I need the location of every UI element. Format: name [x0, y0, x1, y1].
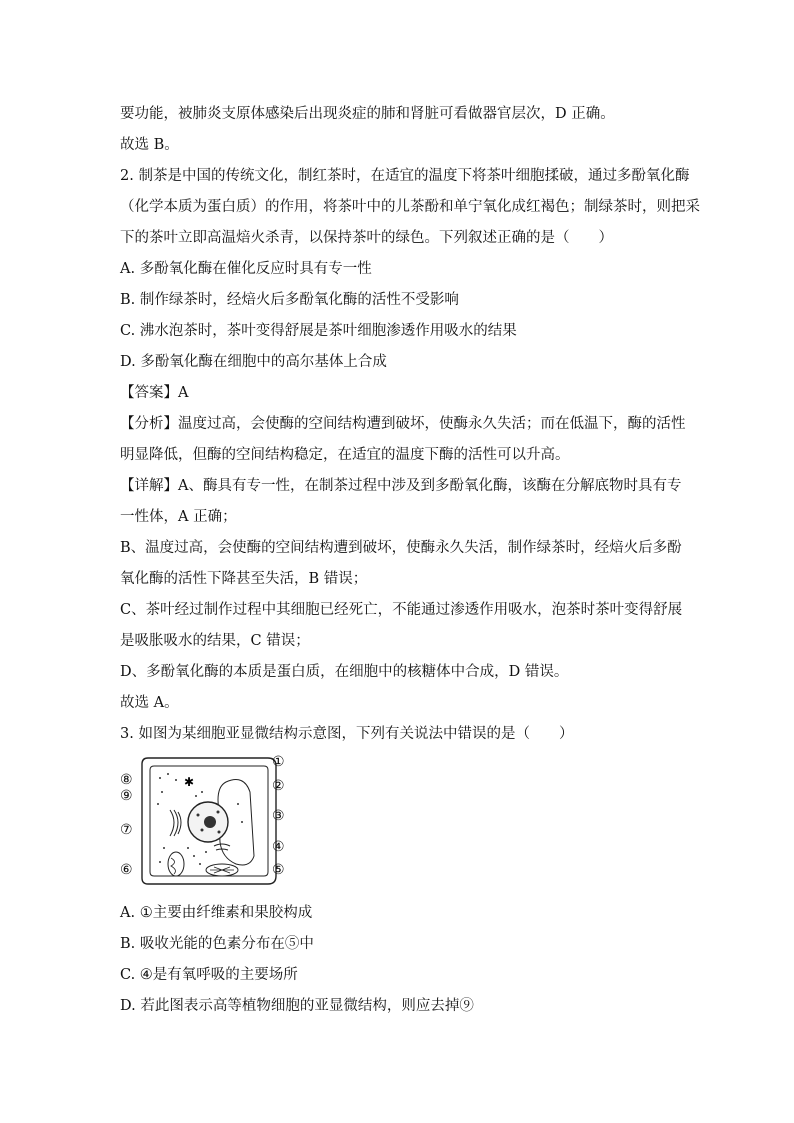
question-3-line: 3. 如图为某细胞亚显微结构示意图，下列有关说法中错误的是（ ） — [120, 726, 574, 742]
detail-line: 一性体，A 正确； — [120, 509, 237, 525]
option-a: A. ①主要由纤维素和果胶构成 — [120, 905, 313, 921]
option-d: D. 若此图表示高等植物细胞的亚显微结构，则应去掉⑨ — [120, 998, 474, 1014]
endoplasmic-reticulum — [214, 844, 230, 850]
question-2-line: 2. 制茶是中国的传统文化，制红茶时，在适宜的温度下将茶叶细胞揉破，通过多酚氧化酶 — [120, 168, 690, 184]
label-4: ④ — [272, 839, 285, 855]
option-c: C. ④是有氧呼吸的主要场所 — [120, 967, 298, 983]
label-3: ③ — [272, 808, 285, 824]
cell-diagram-svg — [118, 752, 298, 892]
detail-line: 【详解】A、酶具有专一性，在制茶过程中涉及到多酚氧化酶，该酶在分解底物时具有专 — [120, 478, 682, 494]
cell-diagram — [118, 752, 298, 892]
detail-line: D、多酚氧化酶的本质是蛋白质，在细胞中的核糖体中合成，D 错误。 — [120, 664, 569, 680]
mitochondrion — [168, 852, 184, 876]
analysis-line: 明显降低，但酶的空间结构稳定，在适宜的温度下酶的活性可以升高。 — [120, 447, 570, 463]
question-2-line: （化学本质为蛋白质）的作用，将茶叶中的儿茶酚和单宁氧化成红褐色；制绿茶时，则把采 — [120, 199, 700, 215]
answer-label: 【答案】A — [120, 385, 189, 401]
text-line: 故选 B。 — [120, 137, 179, 153]
option-b: B. 制作绿茶时，经焙火后多酚氧化酶的活性不受影响 — [120, 292, 459, 308]
selection-line: 故选 A。 — [120, 695, 179, 711]
label-9: ⑨ — [120, 788, 133, 804]
label-8: ⑧ — [120, 772, 133, 788]
nucleolus — [204, 816, 216, 828]
label-5: ⑤ — [272, 862, 285, 878]
label-1: ① — [272, 754, 285, 770]
detail-line: B、温度过高，会使酶的空间结构遭到破坏，使酶永久失活，制作绿茶时，经焙火后多酚 — [120, 540, 682, 556]
option-b: B. 吸收光能的色素分布在⑤中 — [120, 936, 314, 952]
text-line: 要功能，被肺炎支原体感染后出现炎症的肺和肾脏可看做器官层次，D 正确。 — [120, 106, 615, 122]
option-d: D. 多酚氧化酶在细胞中的高尔基体上合成 — [120, 354, 387, 370]
option-c: C. 沸水泡茶时，茶叶变得舒展是茶叶细胞渗透作用吸水的结果 — [120, 323, 517, 339]
question-2-line: 下的茶叶立即高温焙火杀青，以保持茶叶的绿色。下列叙述正确的是（ ） — [120, 230, 613, 246]
centrosome-icon: ✱ — [184, 775, 195, 789]
detail-line: C、茶叶经过制作过程中其细胞已经死亡，不能通过渗透作用吸水，泡茶时茶叶变得舒展 — [120, 602, 683, 618]
label-6: ⑥ — [120, 862, 133, 878]
option-a: A. 多酚氧化酶在催化反应时具有专一性 — [120, 261, 372, 277]
analysis-line: 【分析】温度过高，会使酶的空间结构遭到破坏，使酶永久失活；而在低温下，酶的活性 — [120, 416, 686, 432]
golgi — [170, 810, 181, 836]
detail-line: 是吸胀吸水的结果，C 错误； — [120, 633, 310, 649]
label-2: ② — [272, 778, 285, 794]
detail-line: 氧化酶的活性下降甚至失活，B 错误； — [120, 571, 368, 587]
label-7: ⑦ — [120, 822, 133, 838]
